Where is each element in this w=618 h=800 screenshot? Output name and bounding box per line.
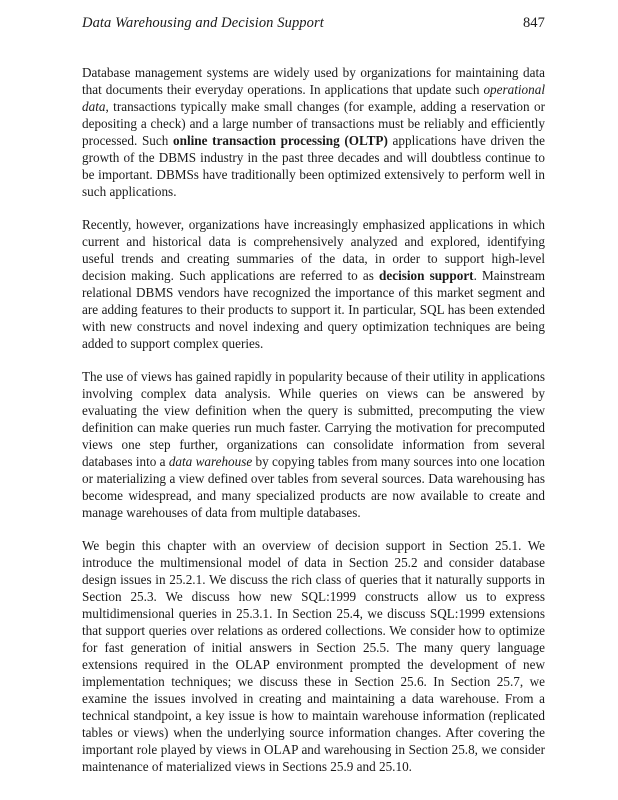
emphasis-operational-data: operational data: [82, 82, 545, 114]
running-header: [82, 15, 545, 37]
running-title: Data Warehousing and Decision Support: [82, 15, 324, 31]
text-run: , transactions typically make small changes (for example, adding a reservation or depositing a check) and a large number of transactions must be reliably and efficiently processed. Such: [82, 99, 545, 148]
text-run: applications have driven the growth of the DBMS industry in the past three decades and will doubtless continue to be important. DBMSs have traditionally been optimized extensively to perform well in such applications.: [82, 133, 546, 199]
body-text: [82, 64, 545, 791]
term-oltp: online transaction processing (OLTP): [173, 133, 388, 148]
term-decision-support: decision support: [379, 268, 474, 283]
text-run: Recently, however, organizations have increasingly emphasized applications in which current and historical data is comprehensively analyzed and explored, identifying useful trends and creating summaries of the data, in order to support high-level decision making. Such applications are referred to as: [82, 217, 545, 283]
paragraph: [82, 537, 545, 775]
emphasis-data-warehouse: data warehouse: [168, 454, 253, 469]
paragraph: [82, 368, 545, 521]
text-run: by copying tables from many sources into one location or materializing a view defined over tables from several sources. Data warehousing has become widespread, and many specialized products are now available to create and manage warehouses of data from multiple databases.: [82, 454, 545, 520]
paragraph: [82, 64, 545, 200]
page-number: 847: [522, 15, 545, 31]
text-run: The use of views has gained rapidly in popularity because of their utility in applications involving complex data analysis. While queries on views can be answered by evaluating the view definition when the query is submitted, precomputing the view definition can make queries run much faster. Carrying the motivation for precomputed views one step further, organizations can consolidate information from several databases into a: [82, 369, 545, 469]
text-run: Database management systems are widely used by organizations for maintaining data that documents their everyday operations. In applications that update such: [82, 65, 545, 97]
paragraph: [82, 216, 545, 352]
text-run: We begin this chapter with an overview of decision support in Section 25.1. We introduce the multimensional model of data in Section 25.2 and consider database design issues in 25.2.1. We discuss the rich class of queries that it naturally supports in Section 25.3. We discuss how new SQL:1999 constructs allow us to express multidimensional queries in 25.3.1. In Section 25.4, we discuss SQL:1999 extensions that support queries over relations as ordered collections. We consider how to optimize for fast generation of initial answers in Section 25.5. The many query language extensions required in the OLAP environment prompted the development of new implementation techniques; we discuss these in Section 25.6. In Section 25.7, we examine the issues involved in creating and maintaining a data warehouse. From a technical standpoint, a key issue is how to maintain warehouse information (replicated tables or views) when the underlying source information changes. After covering the important role played by views in OLAP and warehousing in Section 25.8, we consider maintenance of materialized views in Sections 25.9 and 25.10.: [82, 538, 545, 774]
text-run: . Mainstream relational DBMS vendors have recognized the importance of this market segment and are adding features to their products to support it. In particular, SQL has been extended with new constructs and novel indexing and query optimization techniques are being added to support complex queries.: [82, 268, 545, 351]
